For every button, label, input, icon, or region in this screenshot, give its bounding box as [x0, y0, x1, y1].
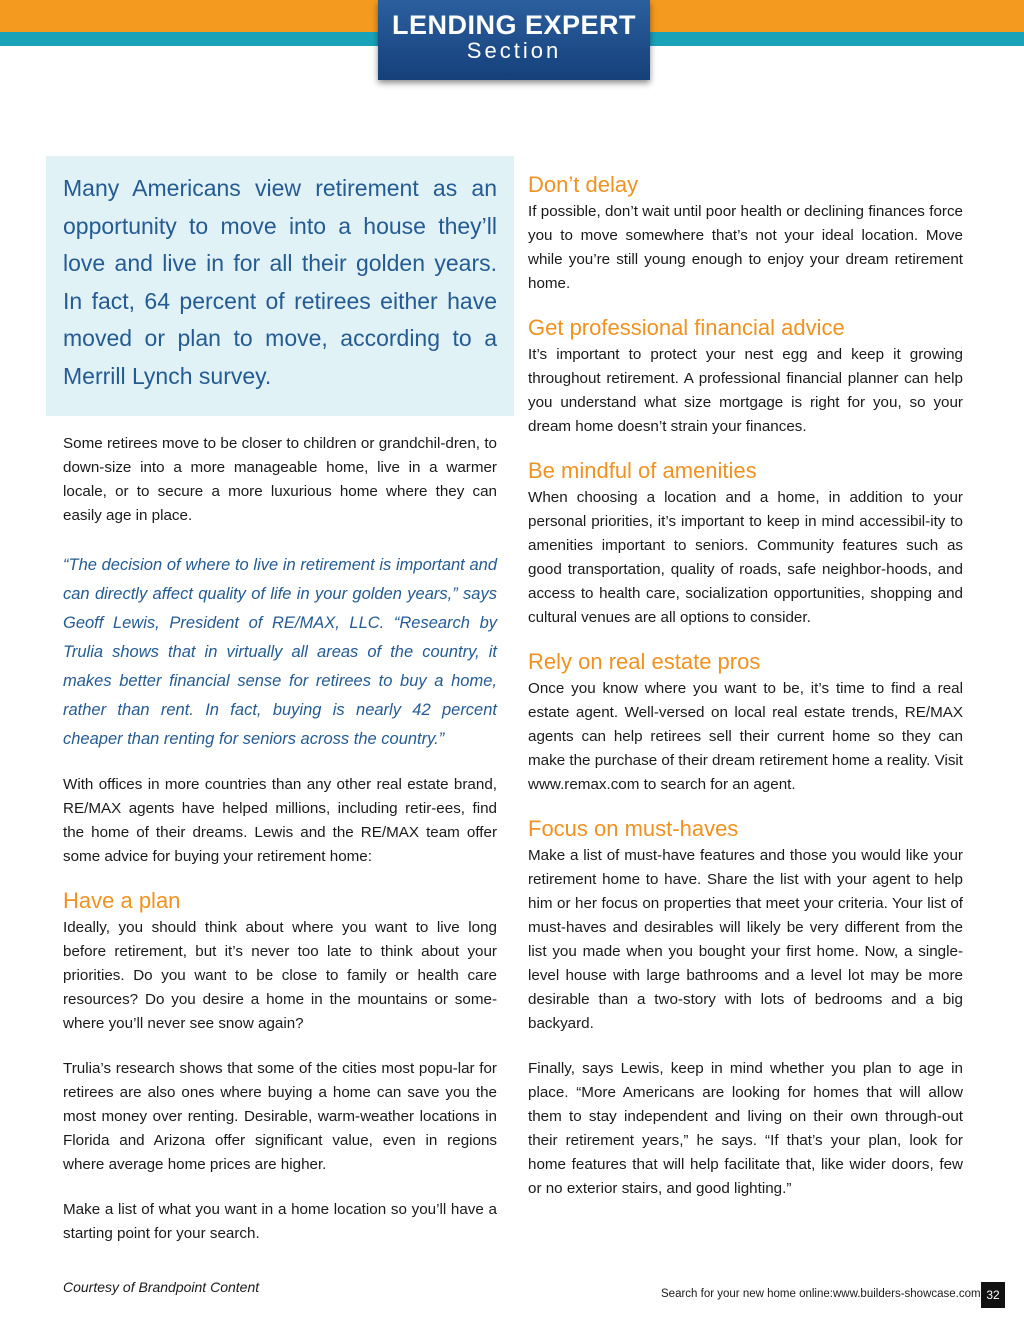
- pros-paragraph: Once you know where you want to be, it’s time to find a real estate agent. Well-versed on local real estate trends, RE/MAX agents can help retirees sell their current home so they can make the purchase of their dream retirement home a reality. Visit www.remax.com to search for an agent.: [528, 680, 964, 793]
- section-title: LENDING EXPERT: [391, 10, 637, 40]
- heading-dont-delay: Don’t delay: [528, 172, 639, 197]
- trulia-paragraph: Trulia’s research shows that some of the cities most popu-lar for retirees are also ones where buying a home can save you the most money over renting. Desirable, warm-weather locations in Florida and Arizona offer significant value, even in regions where average home prices are higher.: [63, 1060, 497, 1173]
- heading-amenities: Be mindful of amenities: [528, 458, 757, 483]
- heading-real-estate-pros: Rely on real estate pros: [528, 649, 761, 674]
- advice-paragraph: It’s important to protect your nest egg and keep it growing throughout retirement. A professional financial planner can help you understand what size mortgage is right for you, so your dream home doesn’t strain your finances.: [528, 346, 963, 435]
- heading-must-haves: Focus on must-haves: [528, 816, 739, 841]
- page-number: 32: [981, 1282, 1005, 1308]
- finally-paragraph: Finally, says Lewis, keep in mind whether you plan to age in place. “More Americans are looking for homes that will allow them to stay independent and living on their own through-out their retirement years,” he says. “If that’s your plan, look for home features that will help facilitate that, like wider doors, few or no exterior stairs, and good lighting.”: [528, 1060, 963, 1197]
- musthaves-paragraph: Make a list of must-have features and those you would like your retirement home to have. Share the list with your agent to help him or her focus on properties that meet your criteria. Your list of must-haves and desirables will likely be very different from the list you made when you bought your first home. Now, a single-level house with large bathrooms and a level lot may be more desirable than a two-story with lots of bedrooms and a big backyard.: [528, 847, 963, 1032]
- section-subtitle: Section: [466, 38, 562, 63]
- left-column: [63, 432, 497, 1246]
- heading-have-a-plan: Have a plan: [63, 888, 181, 913]
- delay-paragraph: If possible, don’t wait until poor health or declining finances force you to move somewhere that’s not your ideal location. Move while you’re still young enough to enjoy your dream retirement home.: [528, 203, 963, 292]
- list-paragraph: Make a list of what you want in a home location so you’ll have a starting point for your search.: [63, 1201, 497, 1242]
- plan-paragraph: Ideally, you should think about where you want to live long before retirement, but it’s never too late to think about your priorities. Do you want to be close to family or health care resources? Do you desire a home in the mountains or some-where you’ll never see snow again?: [63, 919, 497, 1032]
- right-column: [528, 170, 963, 1201]
- callout-box: [46, 156, 514, 416]
- callout-text: Many Americans view retirement as an opportunity to move into a house they’ll love and live in for all their golden years. In fact, 64 percent of retirees either have moved or plan to move, according to a Merrill Lynch survey.: [63, 175, 497, 389]
- offices-paragraph: With offices in more countries than any other real estate brand, RE/MAX agents have helped millions, including retir-ees, find the home of their dreams. Lewis and the RE/MAX team offer some advice for buying your retirement home:: [63, 776, 497, 865]
- heading-financial-advice: Get professional financial advice: [528, 315, 845, 340]
- amenities-paragraph: When choosing a location and a home, in addition to your personal priorities, it’s important to keep in mind accessibil-ity to amenities important to seniors. Community features such as good transportation, quality of roads, safe neighbor-hoods, and access to health care, socialization opportunities, shopping and cultural venues are all options to consider.: [528, 489, 963, 626]
- lewis-quote: “The decision of where to live in retirement is important and can directly affect quality of life in your golden years,” says Geoff Lewis, President of RE/MAX, LLC. “Research by Trulia shows that in virtually all areas of the country, it makes better financial sense for retirees to buy a home, rather than rent. In fact, buying is nearly 42 percent cheaper than renting for seniors across the country.”: [63, 556, 497, 748]
- section-header: [378, 0, 650, 80]
- intro-paragraph: Some retirees move to be closer to children or grandchil-dren, to down-size into a more manageable home, live in a warmer locale, or to secure a more luxurious home where they can easily age in place.: [63, 435, 497, 524]
- courtesy-credit: Courtesy of Brandpoint Content: [63, 1279, 260, 1295]
- footer-search-text: Search for your new home online:www.builders-showcase.com: [661, 1288, 981, 1300]
